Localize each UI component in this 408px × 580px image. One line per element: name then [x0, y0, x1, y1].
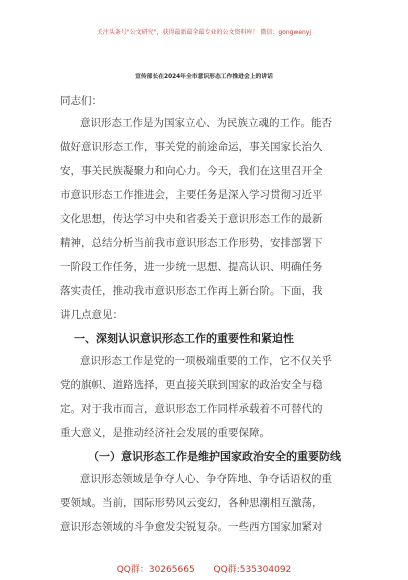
paragraph-line: 重大意义，是推动经济社会发展的重要保障。 [60, 427, 270, 439]
paragraph-line: 党的旗帜、道路选择，更直接关联到国家的政治安全与稳 [60, 379, 323, 391]
paragraph-line: 安，事关民族凝聚力和向心力。今天，我们在这里召开全 [60, 165, 323, 177]
paragraph-line: 意识形态领域的斗争愈发尖锐复杂。一些西方国家加紧对 [60, 521, 323, 533]
qq-group-2: QQ群:535304092 [213, 565, 292, 575]
salutation: 同志们： [60, 95, 102, 107]
paragraph-line: 意识形态工作是为国家立心、为民族立魂的工作。能否 [80, 117, 332, 129]
paragraph-line: 意识形态领域是争夺人心、争夺阵地、争夺话语权的重 [80, 473, 332, 485]
qq-group-1: QQ群：30265665 [116, 565, 195, 575]
paragraph-line: 要领域。当前，国际形势风云变幻，各种思潮相互激荡， [60, 497, 323, 509]
paragraph-line: 意识形态工作是党的一项极端重要的工作，它不仅关乎 [80, 355, 332, 367]
paragraph-line: 讲几点意见： [60, 309, 123, 321]
paragraph-line: 一阶段工作任务，进一步统一思想、提高认识、明确任务 [60, 261, 323, 273]
paragraph-line: 定。对于我市而言，意识形态工作同样承载着不可替代的 [60, 403, 323, 415]
promo-banner: 关注头条号"公文研究"，获得最新最全最专业的公文资料库！ 微信：gongwenyj [96, 29, 312, 36]
paragraph-line: 文化思想，传达学习中央和省委关于意识形态工作的最新 [60, 213, 323, 225]
paragraph-line: 精神，总结分析当前我市意识形态工作形势，安排部署下 [60, 237, 323, 249]
paragraph-line: 落实责任，推动我市意识形态工作再上新台阶。下面，我 [60, 285, 323, 297]
subsection-heading: （一）意识形态工作是维护国家政治安全的重要防线 [88, 450, 341, 463]
footer-contact [0, 562, 408, 575]
document-title: 宣传部长在2024年全市意识形态工作推进会上的讲话 [135, 74, 273, 80]
paragraph-line: 做好意识形态工作，事关党的前途命运，事关国家长治久 [60, 141, 323, 153]
section-heading: 一、深刻认识意识形态工作的重要性和紧迫性 [74, 332, 294, 345]
paragraph-line: 市意识形态工作推进会，主要任务是深入学习贯彻习近平 [60, 189, 323, 201]
